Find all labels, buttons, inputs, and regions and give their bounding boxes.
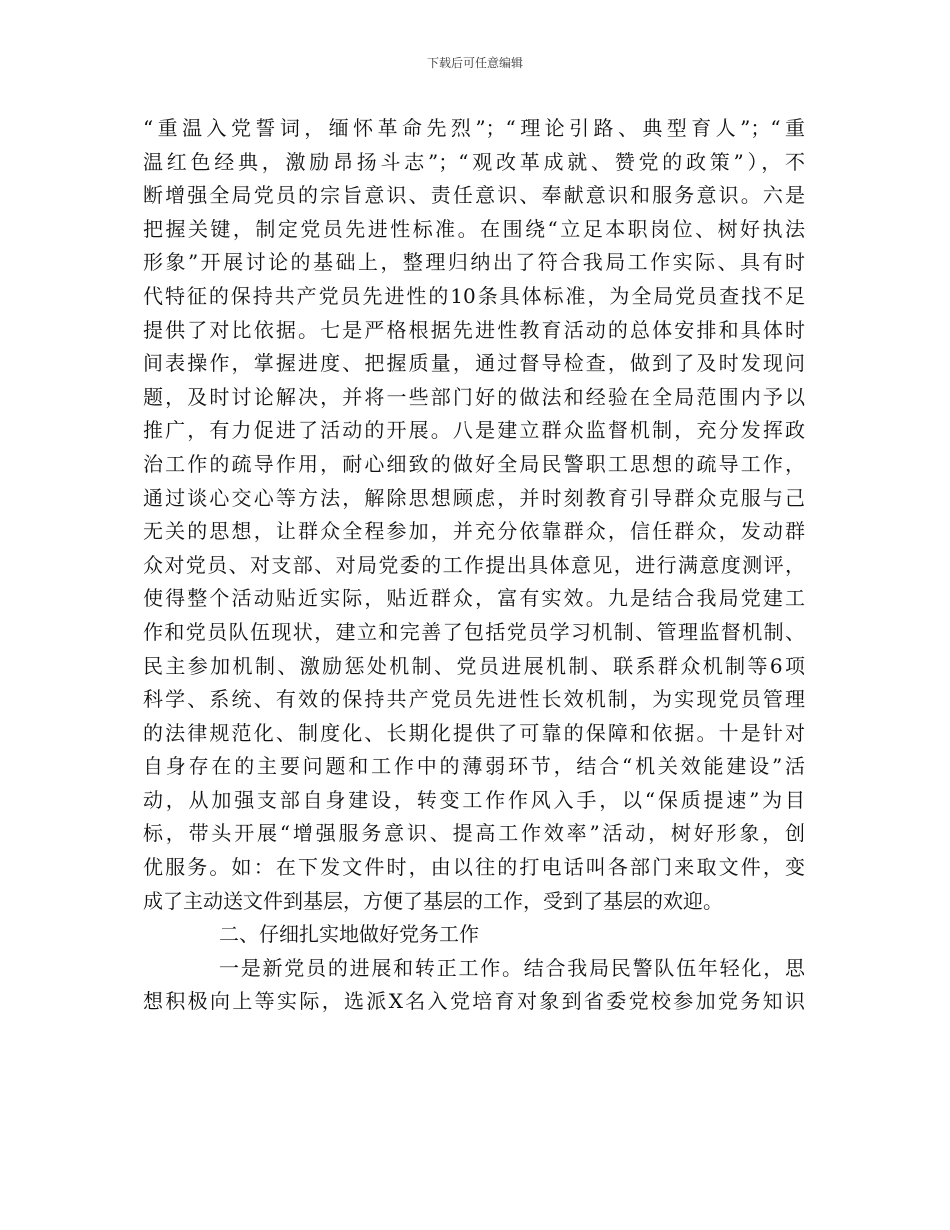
text-line: 代特征的保持共产党员先进性的10条具体标准，为全局党员查找不足 bbox=[143, 283, 805, 308]
text-line: 间表操作，掌握进度、把握质量，通过督导检查，做到了及时发现问 bbox=[143, 351, 805, 376]
text-line: 题，及时讨论解决，并将一些部门好的做法和经验在全局范围内予以 bbox=[143, 384, 805, 409]
text-line: 使得整个活动贴近实际，贴近群众，富有实效。九是结合我局党建工 bbox=[143, 586, 805, 611]
text-line: 温红色经典，激励昂扬斗志”；“观改革成就、赞党的政策”），不 bbox=[143, 149, 805, 174]
text-line: 民主参加机制、激励惩处机制、党员进展机制、联系群众机制等6项 bbox=[143, 653, 805, 678]
text-line: 通过谈心交心等方法，解除思想顾虑，并时刻教育引导群众克服与己 bbox=[143, 485, 805, 510]
text-line: 治工作的疏导作用，耐心细致的做好全局民警职工思想的疏导工作， bbox=[143, 451, 805, 476]
text-line: 想积极向上等实际，选派X名入党培育对象到省委党校参加党务知识 bbox=[143, 989, 805, 1014]
text-line: 形象”开展讨论的基础上，整理归纳出了符合我局工作实际、具有时 bbox=[143, 250, 805, 275]
text-line: “重温入党誓词，缅怀革命先烈”；“理论引路、典型育人”；“重 bbox=[143, 116, 805, 140]
text-line: 一是新党员的进展和转正工作。结合我局民警队伍年轻化，思 bbox=[219, 955, 805, 980]
text-line: 无关的思想，让群众全程参加，并充分依靠群众，信任群众，发动群 bbox=[143, 519, 805, 544]
section-heading: 二、仔细扎实地做好党务工作 bbox=[219, 922, 479, 947]
text-line: 科学、系统、有效的保持共产党员先进性长效机制，为实现党员管理 bbox=[143, 687, 805, 712]
text-line: 众对党员、对支部、对局党委的工作提出具体意见，进行满意度测评， bbox=[143, 552, 805, 577]
text-line: 提供了对比依据。七是严格根据先进性教育活动的总体安排和具体时 bbox=[143, 317, 805, 342]
text-line: 动，从加强支部自身建设，转变工作作风入手，以“保质提速”为目 bbox=[143, 787, 805, 812]
text-line: 优服务。如：在下发文件时，由以往的打电话叫各部门来取文件，变 bbox=[143, 855, 805, 880]
text-line: 断增强全局党员的宗旨意识、责任意识、奉献意识和服务意识。六是 bbox=[143, 183, 805, 208]
text-line: 把握关键，制定党员先进性标准。在围绕“立足本职岗位、树好执法 bbox=[143, 216, 805, 241]
text-line: 作和党员队伍现状，建立和完善了包括党员学习机制、管理监督机制、 bbox=[143, 619, 805, 644]
text-line: 成了主动送文件到基层，方便了基层的工作，受到了基层的欢迎。 bbox=[143, 888, 723, 913]
text-line: 自身存在的主要问题和工作中的薄弱环节，结合“机关效能建设”活 bbox=[143, 754, 805, 779]
page-header: 下载后可任意编辑 bbox=[426, 56, 523, 70]
text-line: 标，带头开展“增强服务意识、提高工作效率”活动，树好形象，创 bbox=[143, 821, 805, 846]
text-line: 推广，有力促进了活动的开展。八是建立群众监督机制，充分发挥政 bbox=[143, 418, 805, 443]
text-line: 的法律规范化、制度化、长期化提供了可靠的保障和依据。十是针对 bbox=[143, 720, 805, 745]
document-body bbox=[143, 112, 805, 1019]
